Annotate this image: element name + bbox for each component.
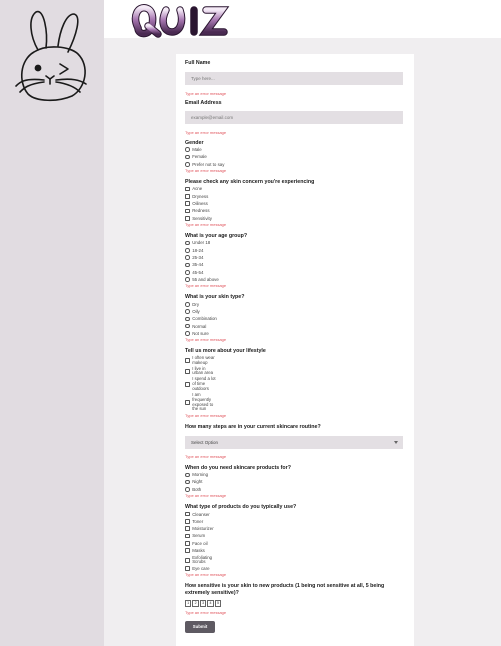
gender-label: Gender [185, 139, 204, 146]
concern-option-acne[interactable]: Acne [185, 185, 408, 192]
main-area [104, 38, 501, 646]
scale-option-2[interactable]: 2 [192, 600, 198, 606]
routine-steps-label: How many steps are in your current skincare routine? [185, 424, 321, 431]
age-option-under-18[interactable]: Under 18 [185, 239, 408, 246]
radio-button[interactable] [185, 270, 190, 275]
radio-button[interactable] [185, 255, 190, 260]
lifestyle-option-outdoors[interactable]: I spend a lot of time outdoors [185, 377, 408, 391]
lifestyle-label: Tell us more about your lifestyle [185, 348, 266, 355]
gender-error: Type an error message [185, 167, 227, 173]
sidebar [0, 0, 104, 646]
radio-button[interactable] [185, 277, 190, 282]
lifestyle-option-sun[interactable]: I am frequently exposed to the sun [185, 393, 408, 412]
checkbox[interactable] [185, 194, 190, 199]
checkbox[interactable] [185, 382, 190, 387]
routine-steps-error: Type an error message [185, 453, 227, 459]
scale-option-5[interactable]: 5 [215, 600, 221, 606]
age-group-error: Type an error message [185, 283, 227, 289]
skin-concern-label: Please check any skin concern you're experiencing [185, 178, 315, 185]
quiz-logo-icon [130, 2, 230, 38]
lifestyle-option-urban[interactable]: I live in urban area [185, 367, 408, 377]
product-option-eye-care[interactable]: Eye care [185, 565, 408, 572]
quiz-form [176, 54, 414, 646]
age-option-45-54[interactable]: 45-54 [185, 269, 408, 276]
checkbox[interactable] [185, 216, 190, 221]
product-option-serum[interactable]: Serum [185, 532, 408, 539]
age-option-55-above[interactable]: 55 and above [185, 276, 408, 283]
radio-button[interactable] [185, 241, 190, 246]
radio-button[interactable] [185, 155, 190, 160]
checkbox[interactable] [185, 526, 190, 531]
routine-steps-value: Select Option [191, 439, 219, 445]
lifestyle-error: Type an error message [185, 413, 227, 419]
full-name-error: Type an error message [185, 90, 227, 96]
skin-type-option-normal[interactable]: Normal [185, 323, 408, 330]
product-option-cleanser[interactable]: Cleanser [185, 511, 408, 518]
skin-type-option-not-sure[interactable]: Not sure [185, 330, 408, 337]
product-option-toner[interactable]: Toner [185, 518, 408, 525]
age-option-25-34[interactable]: 25-34 [185, 254, 408, 261]
email-label: Email Address [185, 99, 222, 106]
checkbox[interactable] [185, 187, 190, 192]
product-types-label: What type of products do you typically use? [185, 504, 297, 511]
gender-option-male[interactable]: Male [185, 146, 408, 153]
when-needed-error: Type an error message [185, 493, 227, 499]
skin-type-option-oily[interactable]: Oily [185, 308, 408, 315]
checkbox[interactable] [185, 558, 190, 563]
lifestyle-option-makeup[interactable]: I often wear makeup [185, 356, 408, 366]
full-name-label: Full Name [185, 60, 211, 66]
radio-button[interactable] [185, 309, 190, 314]
checkbox[interactable] [185, 519, 190, 524]
sensitivity-label: How sensitive is your skin to new products (1 being not sensitive at all, 5 being extremely sensitive)? [185, 583, 385, 596]
checkbox[interactable] [185, 548, 190, 553]
skin-type-option-dry[interactable]: Dry [185, 301, 408, 308]
scale-option-1[interactable]: 1 [185, 600, 191, 606]
submit-button[interactable]: Submit [185, 621, 215, 633]
skin-type-option-combination[interactable]: Combination [185, 315, 408, 322]
email-input[interactable] [185, 111, 403, 124]
concern-option-redness[interactable]: Redness [185, 207, 408, 214]
product-option-masks[interactable]: Masks [185, 547, 408, 554]
sensitivity-error: Type an error message [185, 609, 227, 615]
radio-button[interactable] [185, 324, 190, 329]
when-option-morning[interactable]: Morning [185, 471, 408, 478]
scale-option-3[interactable]: 3 [200, 600, 206, 606]
when-option-night[interactable]: Night [185, 478, 408, 485]
header [104, 0, 501, 38]
product-option-exfoliating[interactable]: Exfoliating Scrubs [185, 556, 408, 566]
radio-button[interactable] [185, 248, 190, 253]
checkbox[interactable] [185, 400, 190, 405]
radio-button[interactable] [185, 480, 190, 485]
product-types-error: Type an error message [185, 572, 227, 578]
radio-button[interactable] [185, 487, 190, 492]
radio-button[interactable] [185, 147, 190, 152]
age-option-35-44[interactable]: 35-44 [185, 261, 408, 268]
when-needed-label: When do you need skincare products for? [185, 464, 291, 471]
concern-option-sensitivity[interactable]: Sensitivity [185, 215, 408, 222]
checkbox[interactable] [185, 369, 190, 374]
email-error: Type an error message [185, 130, 227, 135]
checkbox[interactable] [185, 541, 190, 546]
radio-button[interactable] [185, 331, 190, 336]
checkbox[interactable] [185, 534, 190, 539]
radio-button[interactable] [185, 162, 190, 167]
radio-button[interactable] [185, 317, 190, 322]
checkbox[interactable] [185, 566, 190, 571]
concern-option-dryness[interactable]: Dryness [185, 193, 408, 200]
checkbox[interactable] [185, 512, 190, 517]
bunny-icon [14, 6, 90, 102]
age-group-label: What is your age group? [185, 232, 248, 239]
skin-type-label: What is your skin type? [185, 294, 245, 301]
age-option-18-24[interactable]: 18-24 [185, 247, 408, 254]
radio-button[interactable] [185, 302, 190, 307]
product-option-face-oil[interactable]: Face oil [185, 540, 408, 547]
skin-type-error: Type an error message [185, 337, 227, 343]
chevron-down-icon[interactable] [394, 441, 398, 444]
radio-button[interactable] [185, 473, 190, 478]
concern-option-oiliness[interactable]: Oiliness [185, 200, 408, 207]
full-name-input[interactable] [185, 72, 403, 85]
skin-concern-error: Type an error message [185, 221, 227, 227]
gender-option-female[interactable]: Female [185, 153, 408, 160]
when-option-both[interactable]: Both [185, 486, 408, 493]
sensitivity-scale [185, 600, 408, 606]
routine-steps-select[interactable] [185, 436, 403, 449]
checkbox[interactable] [185, 209, 190, 214]
checkbox[interactable] [185, 201, 190, 206]
gender-option-prefer-not[interactable]: Prefer not to say [185, 161, 408, 168]
radio-button[interactable] [185, 263, 190, 268]
checkbox[interactable] [185, 358, 190, 363]
scale-option-4[interactable]: 4 [207, 600, 213, 606]
product-option-moisturizer[interactable]: Moisturizer [185, 525, 408, 532]
